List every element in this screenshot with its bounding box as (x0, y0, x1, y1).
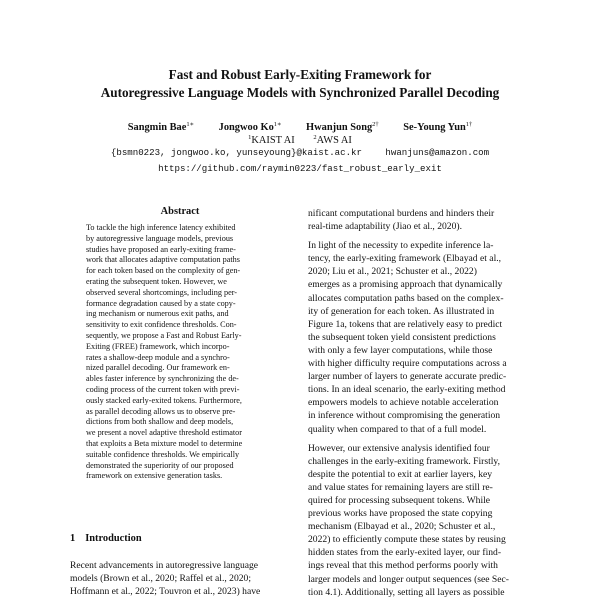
introduction-body (70, 559, 295, 598)
body-line: models (Brown et al., 2020; Raffel et al., 2020; (70, 573, 252, 585)
abstract-line: ables faster inference by synchronizing the de- (86, 374, 239, 384)
body-line: in inference without compromising the generation (308, 410, 501, 422)
author-emails (40, 146, 560, 159)
abstract-line: rates a shallow-deep module and a synchro- (86, 352, 230, 362)
body-line: larger models and longer output sequences (see Sec- (308, 573, 509, 585)
abstract-line: that exploits a Beta mixture model to determine (86, 438, 243, 448)
code-url[interactable]: https://github.com/raymin0223/fast_robust_early_exit (158, 163, 442, 174)
abstract-line: work that allocates adaptive computation paths (86, 255, 240, 265)
body-line: quality when compared to that of a full model. (308, 423, 487, 435)
abstract-line: To tackle the high inference latency exhibited (86, 223, 236, 232)
body-line: 2020; Liu et al., 2021; Schuster et al., 2022) (308, 266, 477, 278)
author: Jongwoo $Ko^{1∗}$ (218, 121, 282, 133)
body-line: mechanism (Elbayad et al., 2020; Schuster et al., (308, 521, 496, 533)
abstract-line: framework on extensive generation tasks. (86, 471, 223, 481)
body-line: However, our extensive analysis identified four (308, 442, 490, 454)
abstract-line: observed several shortcomings, including per- (86, 287, 238, 297)
section-title: Introduction (85, 533, 142, 544)
body-line: Hoffmann et al., 2022; Touvron et al., 2023) have (70, 586, 261, 598)
abstract-line: suitable confidence thresholds. We empirically (86, 449, 240, 459)
right-column (308, 207, 530, 599)
body-line: tency, the early-exiting framework (Elbayad et al., (308, 253, 502, 265)
title-line: Autoregressive Language Models with Synchronized Parallel Decoding (100, 85, 500, 100)
author: Sangmin Bae$^{1∗}$ (127, 121, 195, 133)
abstract-line: sensitivity to exit confidence thresholds. Con- (86, 320, 237, 330)
abstract-body (86, 223, 294, 482)
abstract-line: erating the subsequent token. However, we (86, 276, 227, 286)
affiliation: $^2$AWS AI (313, 134, 352, 146)
body-line: Figure 1a, tokens that are relatively easy to predict (308, 318, 503, 330)
body-line: In light of the necessity to expedite inference la- (308, 240, 494, 252)
body-line: with only a few layer computations, while those (308, 344, 493, 356)
body-line: 2022) to efficiently compute these states by reusing (308, 534, 506, 546)
affiliation: $^1$KAIST AI (248, 134, 295, 146)
abstract-line: ously stacked early-exited tokens. Furthermore, (86, 395, 242, 405)
body-line: nificant computational burdens and hinders their (308, 208, 495, 219)
body-line: tion 4.1). Additionally, setting all layers as possible (308, 586, 505, 598)
abstract-line: coding process of the current token with previ- (86, 384, 240, 394)
body-line: emerges as a promising approach that dynamically (308, 279, 503, 291)
body-line: ity of generation for each token. As illustrated in (308, 305, 495, 317)
email: hwanjuns@amazon.com (385, 147, 490, 158)
body-line: empowers models to achieve notable acceleration (308, 397, 499, 409)
body-line: hidden states from the early-exited layer, our find- (308, 547, 502, 559)
body-line: and value states for remaining layers are still re- (308, 481, 493, 493)
body-line: ings reveal that this method performs poorly with (308, 560, 498, 572)
body-line: previous works have proposed the state copying (308, 508, 493, 520)
affiliations (40, 131, 560, 147)
body-line: with higher difficulty require computations across a (308, 358, 507, 370)
abstract-line: for each token based on the complexity of gen- (86, 266, 241, 276)
body-line: real-time adaptability (Jiao et al., 2020). (308, 221, 462, 233)
body-line: larger number of layers to generate accurate predic- (308, 371, 507, 383)
abstract-line: sequently, we propose a Fast and Robust Early- (86, 330, 242, 340)
email: {bsmn0223, jongwoo.ko, yunseyoung}@kaist.ac.kr (110, 147, 362, 158)
body-line: despite the potential to exit at earlier layers, key (308, 468, 493, 480)
abstract-line: demonstrated the superiority of our proposed (86, 460, 234, 470)
author: Hwanjun Song$^{2\dagger}$ (306, 121, 379, 133)
abstract-line: Exiting (FREE) framework, which incorpo- (86, 341, 230, 351)
body-line: the subsequent token yield consistent predictions (308, 331, 496, 343)
body-line: Recent advancements in autoregressive language (70, 560, 259, 571)
abstract-line: studies have proposed an early-exiting frame- (86, 244, 236, 254)
abstract-line: dictions from both shallow and deep models, (86, 417, 234, 427)
abstract-line: formance degradation caused by a state copy- (86, 298, 236, 308)
abstract-heading: Abstract (160, 206, 200, 217)
abstract-line: we present a novel adaptive threshold estimator (86, 428, 242, 438)
body-line: quired for processing subsequent tokens. While (308, 494, 491, 506)
body-line: challenges in the early-exiting framework. Firstly, (308, 455, 500, 467)
section-heading (70, 532, 142, 546)
author: Se-Young Yun$^{1\dagger}$ (403, 121, 473, 133)
section-number: 1 (70, 533, 76, 544)
body-line: allocates computation paths based on the complex- (308, 292, 504, 304)
title-line: Fast and Robust Early-Exiting Framework for (168, 67, 432, 82)
abstract-line: as parallel decoding allows us to observe pre- (86, 406, 236, 416)
body-line: tions. In an ideal scenario, the early-exiting method (308, 384, 506, 396)
abstract-line: nized parallel decoding. Our framework en- (86, 363, 230, 373)
abstract-line: by autoregressive language models, previous (86, 233, 234, 243)
paper-title (40, 66, 560, 102)
abstract-line: ing mechanism or numerous exit paths, and (86, 309, 229, 319)
